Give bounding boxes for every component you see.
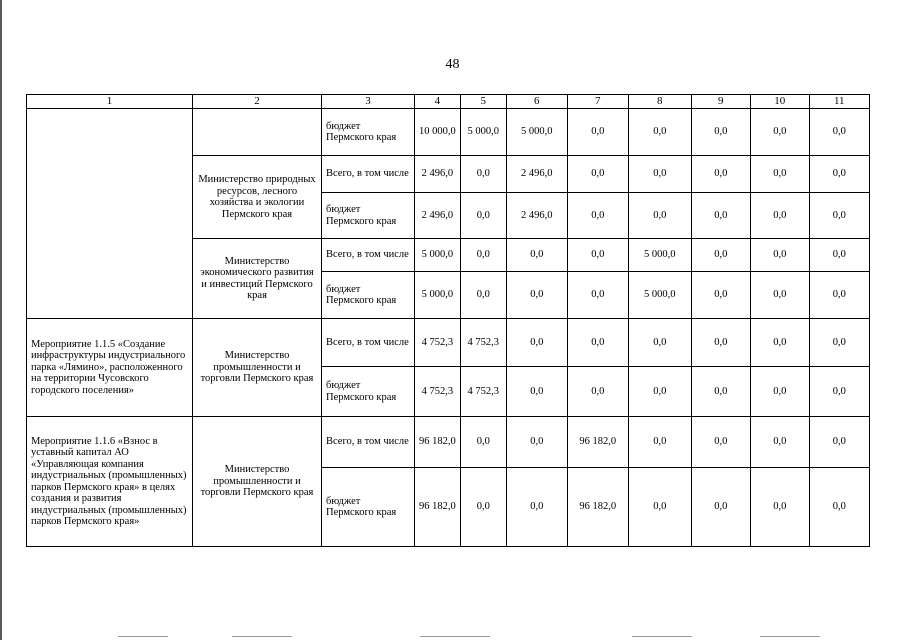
value-cell: 0,0 — [506, 319, 567, 367]
funding-source-cell: Всего, в том числе — [322, 239, 415, 272]
value-cell: 0,0 — [809, 367, 869, 417]
value-cell: 0,0 — [567, 156, 628, 193]
value-cell: 0,0 — [460, 417, 506, 468]
value-cell: 0,0 — [628, 417, 691, 468]
value-cell: 5 000,0 — [628, 239, 691, 272]
value-cell: 0,0 — [691, 417, 750, 468]
value-cell: 4 752,3 — [415, 319, 461, 367]
value-cell: 0,0 — [691, 319, 750, 367]
value-cell: 0,0 — [628, 193, 691, 239]
column-number: 6 — [506, 95, 567, 109]
value-cell: 5 000,0 — [415, 239, 461, 272]
value-cell: 0,0 — [506, 239, 567, 272]
value-cell: 96 182,0 — [415, 468, 461, 547]
value-cell: 0,0 — [750, 193, 809, 239]
value-cell: 0,0 — [809, 193, 869, 239]
funding-source-cell: Всего, в том числе — [322, 156, 415, 193]
column-number: 4 — [415, 95, 461, 109]
column-number: 7 — [567, 95, 628, 109]
value-cell: 0,0 — [567, 193, 628, 239]
value-cell: 0,0 — [628, 156, 691, 193]
organization-cell: Министерство промышленности и торговли Пермского края — [193, 319, 322, 417]
page-number: 48 — [445, 57, 460, 72]
value-cell: 4 752,3 — [460, 367, 506, 417]
value-cell: 2 496,0 — [506, 193, 567, 239]
funding-source-cell: Всего, в том числе — [322, 319, 415, 367]
value-cell: 0,0 — [460, 239, 506, 272]
event-cell: Мероприятие 1.1.5 «Создание инфраструктуры индустриального парка «Лямино», расположенного на территории Чусовского городского поселения» — [27, 319, 193, 417]
value-cell: 0,0 — [750, 319, 809, 367]
value-cell: 2 496,0 — [415, 193, 461, 239]
value-cell: 96 182,0 — [567, 468, 628, 547]
value-cell: 0,0 — [809, 417, 869, 468]
value-cell: 10 000,0 — [415, 109, 461, 156]
value-cell: 0,0 — [750, 156, 809, 193]
value-cell: 0,0 — [809, 156, 869, 193]
table-row — [27, 109, 870, 156]
table-row — [27, 417, 870, 468]
value-cell: 0,0 — [750, 417, 809, 468]
column-number: 3 — [322, 95, 415, 109]
value-cell: 0,0 — [691, 272, 750, 319]
value-cell: 0,0 — [628, 109, 691, 156]
scan-page-edge — [0, 0, 2, 640]
value-cell: 0,0 — [460, 272, 506, 319]
value-cell: 0,0 — [628, 468, 691, 547]
value-cell: 0,0 — [567, 239, 628, 272]
event-cell: Мероприятие 1.1.6 «Взнос в уставный капитал АО «Управляющая компания индустриальных (промышленных) парков Пермского края» в целях создания и развития индустриальных (промышленных) парков Пермского края» — [27, 417, 193, 547]
budget-table — [26, 94, 870, 547]
value-cell: 96 182,0 — [415, 417, 461, 468]
value-cell: 0,0 — [506, 468, 567, 547]
column-number: 1 — [27, 95, 193, 109]
scan-artifact-lines — [0, 634, 905, 640]
column-number: 10 — [750, 95, 809, 109]
value-cell: 0,0 — [691, 239, 750, 272]
column-number: 2 — [193, 95, 322, 109]
organization-cell: Министерство природных ресурсов, лесного хозяйства и экологии Пермского края — [193, 156, 322, 239]
value-cell: 0,0 — [750, 109, 809, 156]
column-number: 5 — [460, 95, 506, 109]
value-cell: 0,0 — [691, 109, 750, 156]
value-cell: 0,0 — [460, 156, 506, 193]
column-number: 9 — [691, 95, 750, 109]
value-cell: 0,0 — [809, 319, 869, 367]
organization-cell: Министерство экономического развития и инвестиций Пермского края — [193, 239, 322, 319]
funding-source-cell: бюджет Пермского края — [322, 272, 415, 319]
value-cell: 0,0 — [809, 109, 869, 156]
value-cell: 2 496,0 — [415, 156, 461, 193]
value-cell: 0,0 — [809, 272, 869, 319]
value-cell: 4 752,3 — [460, 319, 506, 367]
value-cell: 0,0 — [691, 468, 750, 547]
organization-cell — [193, 109, 322, 156]
value-cell: 0,0 — [460, 193, 506, 239]
value-cell: 5 000,0 — [415, 272, 461, 319]
value-cell: 0,0 — [460, 468, 506, 547]
value-cell: 5 000,0 — [460, 109, 506, 156]
column-number-row — [27, 95, 870, 109]
funding-source-cell: бюджет Пермского края — [322, 109, 415, 156]
value-cell: 0,0 — [567, 367, 628, 417]
value-cell: 0,0 — [628, 367, 691, 417]
value-cell: 2 496,0 — [506, 156, 567, 193]
value-cell: 0,0 — [750, 239, 809, 272]
column-number: 8 — [628, 95, 691, 109]
value-cell: 0,0 — [628, 319, 691, 367]
value-cell: 0,0 — [691, 367, 750, 417]
value-cell: 0,0 — [567, 319, 628, 367]
column-number: 11 — [809, 95, 869, 109]
value-cell: 0,0 — [750, 367, 809, 417]
value-cell: 0,0 — [809, 468, 869, 547]
funding-source-cell: бюджет Пермского края — [322, 193, 415, 239]
value-cell: 96 182,0 — [567, 417, 628, 468]
value-cell: 0,0 — [567, 272, 628, 319]
organization-cell: Министерство промышленности и торговли Пермского края — [193, 417, 322, 547]
funding-source-cell: бюджет Пермского края — [322, 367, 415, 417]
table-row — [27, 319, 870, 367]
value-cell: 0,0 — [567, 109, 628, 156]
value-cell: 0,0 — [809, 239, 869, 272]
value-cell: 5 000,0 — [628, 272, 691, 319]
event-cell-continued — [27, 109, 193, 319]
funding-source-cell: Всего, в том числе — [322, 417, 415, 468]
value-cell: 0,0 — [691, 193, 750, 239]
value-cell: 5 000,0 — [506, 109, 567, 156]
value-cell: 4 752,3 — [415, 367, 461, 417]
value-cell: 0,0 — [750, 272, 809, 319]
funding-source-cell: бюджет Пермского края — [322, 468, 415, 547]
value-cell: 0,0 — [506, 417, 567, 468]
value-cell: 0,0 — [750, 468, 809, 547]
value-cell: 0,0 — [691, 156, 750, 193]
value-cell: 0,0 — [506, 272, 567, 319]
value-cell: 0,0 — [506, 367, 567, 417]
